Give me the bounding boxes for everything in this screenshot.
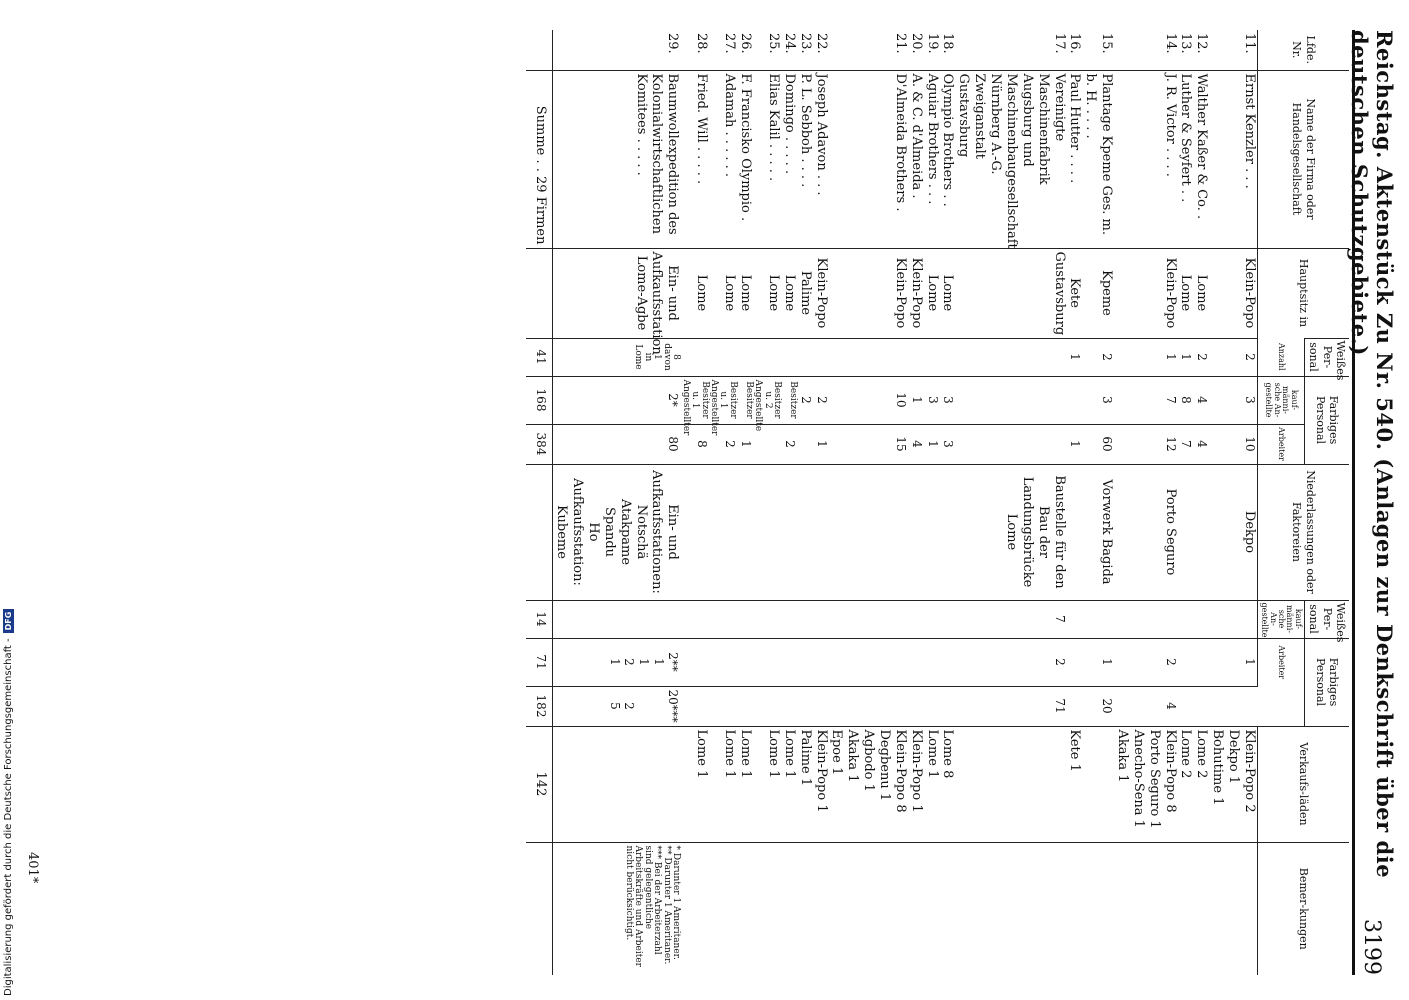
row-hauptsitz: Klein-Popo (1114, 248, 1177, 338)
table-row (829, 30, 908, 975)
row-farbig-arbeiter-2 (1193, 686, 1209, 726)
row-nr: 24. (781, 33, 797, 54)
row-hauptsitz: Ein- und Aufkaufsstation Lome-Agbe (553, 248, 680, 338)
summe-farbig-kaufm: 168 (526, 376, 553, 424)
row-nr: 28. (693, 33, 709, 54)
row-farbig-kaufm: Besitzer (781, 376, 797, 424)
page-marker: 401* (25, 852, 40, 884)
row-weiss (956, 338, 1067, 376)
table-body (553, 30, 1257, 975)
col-weisses-personal-2: Weißes Per-sonal (1304, 600, 1349, 638)
row-nr: 12. (1194, 33, 1210, 54)
row-hauptsitz: Lome (709, 248, 737, 338)
row-weiss-2 (940, 600, 956, 638)
row-weiss-2 (1209, 600, 1257, 638)
summe-nr (526, 30, 553, 70)
col-bemerkungen: Bemer-kungen (1257, 842, 1349, 975)
row-laeden: Kete 1 (1067, 726, 1083, 842)
summe-label: Summe . . 29 Firmen (526, 70, 553, 248)
row-niederlassungen: Baustelle für den Bau der Landungsbrücke Lome (956, 464, 1067, 600)
row-farbig-kaufm (956, 376, 1067, 424)
row-bemerkungen (813, 842, 829, 975)
row-farbig-kaufm: 3 (1082, 376, 1114, 424)
row-weiss-2 (753, 600, 781, 638)
row-bemerkungen (1209, 842, 1257, 975)
row-nr: 18. (940, 33, 956, 54)
row-weiss: 2 (1209, 338, 1257, 376)
row-niederlassungen (1178, 464, 1194, 600)
row-farbig-kaufm-2 (737, 638, 753, 686)
col-hauptsitz: Hauptsitz in (1257, 248, 1349, 338)
row-farbig-arbeiter-2 (781, 686, 797, 726)
col-verkaufslaeden: Verkaufs-läden (1257, 726, 1349, 842)
row-hauptsitz: Klein-Popo (829, 248, 908, 338)
table-row (1193, 30, 1209, 975)
row-laeden (1082, 726, 1114, 842)
row-weiss-2 (781, 600, 797, 638)
row-bemerkungen (1082, 842, 1114, 975)
row-name: Luther & Seyfert . . (1178, 70, 1194, 248)
row-farbig-arbeiter-2 (1178, 686, 1194, 726)
row-laeden: Lome 1 (781, 726, 797, 842)
row-laeden: Klein-Popo 8 Degbenu 1 Agbodo 1 Akaka 1 Epoe 1 (829, 726, 908, 842)
row-farbig-arbeiter: 10 (1209, 424, 1257, 464)
table-row (940, 30, 956, 975)
row-farbig-arbeiter (956, 424, 1067, 464)
row-farbig-kaufm-2 (1178, 638, 1194, 686)
table-row (781, 30, 797, 975)
page-number: 3199 (1359, 919, 1385, 975)
row-laeden (956, 726, 1067, 842)
row-hauptsitz: Lome (753, 248, 781, 338)
dfg-logo: DFG (3, 609, 14, 634)
row-niederlassungen (709, 464, 737, 600)
summe-weiss: 41 (526, 338, 553, 376)
table-row (1067, 30, 1083, 975)
row-niederlassungen: Ein- und Aufkaufsstationen: Notschä Atakpame Spandu Ho Aufkaufsstation: Kubeme (553, 464, 680, 600)
row-hauptsitz: Lome (680, 248, 708, 338)
row-farbig-kaufm-2 (1067, 638, 1083, 686)
row-farbig-kaufm: 2 (813, 376, 829, 424)
row-nr: 26. (737, 33, 753, 54)
row-farbig-kaufm: Besitzer u. 1 Angestellter (680, 376, 708, 424)
row-farbig-kaufm-2: 2** 1 1 2 1 (553, 638, 680, 686)
firms-table (526, 30, 1349, 975)
row-nr: 27. (721, 33, 737, 54)
row-farbig-kaufm-2 (813, 638, 829, 686)
table-row (753, 30, 781, 975)
row-bemerkungen: * Darunter 1 Ameritaner. ** Darunter 1 Ameritaner. *** Bei der Arbeiterzahl sind gelegentliche Arbeitskräfte und Arbeiter nicht berücksichtigt. (553, 842, 680, 975)
row-farbig-arbeiter-2 (813, 686, 829, 726)
table-header-row (1304, 30, 1349, 975)
row-farbig-arbeiter-2 (797, 686, 813, 726)
row-farbig-kaufm: 3 (924, 376, 940, 424)
row-bemerkungen (781, 842, 797, 975)
row-niederlassungen (737, 464, 753, 600)
row-farbig-arbeiter: 4 (908, 424, 924, 464)
row-weiss-2 (829, 600, 908, 638)
row-name: F. Francisko Olympio . (737, 70, 753, 248)
row-farbig-kaufm: 1 (908, 376, 924, 424)
row-farbig-arbeiter: 15 (829, 424, 908, 464)
row-farbig-arbeiter: 2 (709, 424, 737, 464)
row-hauptsitz: Kete (1067, 248, 1083, 338)
row-weiss (813, 338, 829, 376)
row-niederlassungen (1067, 464, 1083, 600)
row-bemerkungen (680, 842, 708, 975)
row-nr: 11. (1241, 33, 1257, 54)
row-farbig-arbeiter-2 (1209, 686, 1257, 726)
row-farbig-kaufm-2 (1193, 638, 1209, 686)
row-farbig-kaufm: 3 (1209, 376, 1257, 424)
row-name: Ernst Kenzler . . . (1209, 70, 1257, 248)
row-farbig-arbeiter: 8 (680, 424, 708, 464)
row-nr: 13. (1178, 33, 1194, 54)
row-farbig-arbeiter-2 (1067, 686, 1083, 726)
row-niederlassungen: Vorwerk Bagida (1082, 464, 1114, 600)
row-laeden (553, 726, 680, 842)
row-farbig-arbeiter-2 (908, 686, 924, 726)
row-weiss: 1 (1114, 338, 1177, 376)
table-row (797, 30, 813, 975)
row-nr: 29. (665, 33, 681, 54)
row-weiss-2 (908, 600, 924, 638)
col-weisses-personal: Weißes Per-sonal (1304, 338, 1349, 376)
row-name: Paul Hutter . . . . (1067, 70, 1083, 248)
row-farbig-kaufm: 3 (940, 376, 956, 424)
row-niederlassungen (753, 464, 781, 600)
row-farbig-kaufm: 8 (1178, 376, 1194, 424)
row-farbig-arbeiter-2 (829, 686, 908, 726)
row-farbig-kaufm: 2 (797, 376, 813, 424)
row-farbig-arbeiter-2 (753, 686, 781, 726)
row-hauptsitz: Klein-Popo (813, 248, 829, 338)
table-row (924, 30, 940, 975)
row-weiss-2 (1178, 600, 1194, 638)
row-farbig-arbeiter: 12 (1114, 424, 1177, 464)
row-nr: 19. (924, 33, 940, 54)
col-nr: Lfde. Nr. (1257, 30, 1349, 70)
row-name: Olympio Brothers . . (940, 70, 956, 248)
row-hauptsitz: Kpeme (1082, 248, 1114, 338)
row-weiss-2 (709, 600, 737, 638)
col-niederlassungen: Niederlassungen oder Faktoreien (1257, 464, 1349, 600)
row-nr: 16. (1067, 33, 1083, 54)
row-farbig-kaufm (1067, 376, 1083, 424)
row-farbig-kaufm-2 (680, 638, 708, 686)
summe-row (526, 30, 553, 975)
table-row (737, 30, 753, 975)
row-farbig-arbeiter-2 (709, 686, 737, 726)
row-hauptsitz: Klein-Popo (1209, 248, 1257, 338)
row-farbig-arbeiter-2: 71 (956, 686, 1067, 726)
row-hauptsitz: Palime (797, 248, 813, 338)
row-farbig-arbeiter: 80 (553, 424, 680, 464)
row-laeden: Klein-Popo 8 Porto Seguro 1 Anecho-Sena 1 Akaka 1 (1114, 726, 1177, 842)
subcol-arbeiter: Arbeiter (1257, 424, 1304, 464)
row-weiss-2 (1082, 600, 1114, 638)
row-niederlassungen (924, 464, 940, 600)
row-farbig-kaufm-2: 2 (1114, 638, 1177, 686)
row-weiss: 8 davon 1 in Lome (553, 338, 680, 376)
row-farbig-arbeiter: 7 (1178, 424, 1194, 464)
row-farbig-arbeiter: 1 (737, 424, 753, 464)
row-weiss-2 (1193, 600, 1209, 638)
row-farbig-kaufm-2 (908, 638, 924, 686)
row-laeden: Lome 8 (940, 726, 956, 842)
row-weiss (829, 338, 908, 376)
col-name: Name der Firma oder Handelsgesellschaft (1257, 70, 1349, 248)
row-bemerkungen (908, 842, 924, 975)
row-laeden: Klein-Popo 1 (908, 726, 924, 842)
row-weiss-2 (737, 600, 753, 638)
row-niederlassungen (908, 464, 924, 600)
row-name: Baumwollexpedition des Kolonialwirtschaftlichen Komitees . . . . . (553, 70, 680, 248)
row-farbig-kaufm: 4 (1193, 376, 1209, 424)
row-weiss: 2 (1082, 338, 1114, 376)
table-row (709, 30, 737, 975)
row-farbig-arbeiter-2: 20 (1082, 686, 1114, 726)
firms-table-wrap (526, 30, 1349, 975)
subcol-anzahl: Anzahl (1257, 338, 1304, 376)
row-bemerkungen (1178, 842, 1194, 975)
row-nr: 23. (797, 33, 813, 54)
row-farbig-arbeiter-2: 4 (1114, 686, 1177, 726)
row-farbig-kaufm-2 (709, 638, 737, 686)
row-weiss: 1 (1067, 338, 1083, 376)
table-row (1209, 30, 1257, 975)
digitization-credit (3, 436, 14, 996)
row-weiss: 1 (1178, 338, 1194, 376)
row-weiss (908, 338, 924, 376)
table-row (1178, 30, 1194, 975)
row-bemerkungen (829, 842, 908, 975)
table-row (1082, 30, 1114, 975)
row-niederlassungen: Dekpo (1209, 464, 1257, 600)
row-nr: 20. (908, 33, 924, 54)
row-farbig-arbeiter-2 (940, 686, 956, 726)
row-farbig-arbeiter: 60 (1082, 424, 1114, 464)
row-hauptsitz: Gustavsburg (956, 248, 1067, 338)
row-bemerkungen (709, 842, 737, 975)
row-hauptsitz: Lome (1193, 248, 1209, 338)
row-hauptsitz: Lome (940, 248, 956, 338)
row-weiss (737, 338, 753, 376)
row-weiss (781, 338, 797, 376)
row-laeden: Palime 1 (797, 726, 813, 842)
row-farbig-arbeiter-2 (737, 686, 753, 726)
row-weiss (924, 338, 940, 376)
row-laeden: Lome 2 (1178, 726, 1194, 842)
row-weiss (753, 338, 781, 376)
row-bemerkungen (1067, 842, 1083, 975)
row-weiss-2 (1067, 600, 1083, 638)
table-row (1114, 30, 1177, 975)
row-farbig-arbeiter-2 (924, 686, 940, 726)
row-farbig-arbeiter (797, 424, 813, 464)
row-farbig-arbeiter: 3 (940, 424, 956, 464)
row-farbig-kaufm-2: 1 (1082, 638, 1114, 686)
row-niederlassungen: Porto Seguro (1114, 464, 1177, 600)
row-hauptsitz: Lome (737, 248, 753, 338)
summe-hauptsitz (526, 248, 553, 338)
summe-farbig-arbeiter-2: 182 (526, 686, 553, 726)
row-hauptsitz: Lome (1178, 248, 1194, 338)
row-farbig-arbeiter-2 (680, 686, 708, 726)
row-nr: 14. (1162, 33, 1178, 54)
row-weiss (940, 338, 956, 376)
summe-niederlassungen (526, 464, 553, 600)
row-nr: 22. (813, 33, 829, 54)
summe-laeden: 142 (526, 726, 553, 842)
row-niederlassungen (940, 464, 956, 600)
row-name: Domingo . . . . . (781, 70, 797, 248)
row-weiss-2 (924, 600, 940, 638)
summe-farbig-kaufm-2: 71 (526, 638, 553, 686)
row-name: Elias Kalil . . . . . (753, 70, 781, 248)
subcol-kaufmaennische: kauf-männi-sche An-gestellte (1257, 376, 1304, 424)
row-laeden: Lome 1 (737, 726, 753, 842)
row-farbig-kaufm-2 (924, 638, 940, 686)
row-weiss (797, 338, 813, 376)
row-nr: 21. (892, 33, 908, 54)
row-name: Aguiar Brothers . . . (924, 70, 940, 248)
row-farbig-kaufm-2 (940, 638, 956, 686)
row-name: J. R. Victor . . . . (1114, 70, 1177, 248)
row-bemerkungen (737, 842, 753, 975)
row-farbig-kaufm-2 (781, 638, 797, 686)
subcol-kaufmaennische-2: kauf-männi-sche An-gestellte (1257, 600, 1304, 638)
row-laeden: Lome 1 (709, 726, 737, 842)
row-weiss-2 (680, 600, 708, 638)
row-hauptsitz: Lome (924, 248, 940, 338)
row-bemerkungen (753, 842, 781, 975)
summe-bemerkungen (526, 842, 553, 975)
row-bemerkungen (940, 842, 956, 975)
row-hauptsitz: Lome (781, 248, 797, 338)
row-laeden: Klein-Popo 1 (813, 726, 829, 842)
table-row (956, 30, 1067, 975)
row-bemerkungen (924, 842, 940, 975)
row-name: A. & C. d'Almeida . (908, 70, 924, 248)
row-weiss (709, 338, 737, 376)
row-nr: 25. (766, 33, 782, 54)
row-name: Adamah . . . . . . (709, 70, 737, 248)
row-name: Plantage Kpeme Ges. m. b. H. . . . . (1082, 70, 1114, 248)
summe-weiss-2: 14 (526, 600, 553, 638)
row-bemerkungen (1193, 842, 1209, 975)
row-laeden: Lome 1 (924, 726, 940, 842)
col-farbiges-personal: Farbiges Personal (1304, 376, 1349, 464)
row-farbig-arbeiter: 2 (781, 424, 797, 464)
row-laeden: Klein-Popo 2 Dekpo 1 Bohutime 1 (1209, 726, 1257, 842)
table-row (553, 30, 680, 975)
row-farbig-kaufm: Besitzer (737, 376, 753, 424)
row-farbig-kaufm-2: 2 (956, 638, 1067, 686)
subcol-arbeiter-2: Arbeiter (1257, 638, 1304, 686)
row-name: D'Almeida Brothers . (829, 70, 908, 248)
row-weiss-2: 7 (956, 600, 1067, 638)
row-bemerkungen (956, 842, 1067, 975)
row-hauptsitz: Klein-Popo (908, 248, 924, 338)
row-niederlassungen (829, 464, 908, 600)
page-title: Reichstag. Aktenstück Zu Nr. 540. (Anlagen zur Denkschrift über die deutschen Schutzgebiete.) (1347, 30, 1397, 879)
summe-farbig-arbeiter: 384 (526, 424, 553, 464)
col-farbiges-personal-2: Farbiges Personal (1304, 638, 1349, 726)
row-nr: 15. (1099, 33, 1115, 54)
row-bemerkungen (1114, 842, 1177, 975)
row-farbig-kaufm-2: 1 (1209, 638, 1257, 686)
table-row (680, 30, 708, 975)
row-farbig-arbeiter: 1 (1067, 424, 1083, 464)
row-weiss-2 (553, 600, 680, 638)
row-niederlassungen (813, 464, 829, 600)
credit-text: Digitalisierung gefördert durch die Deutsche Forschungsgemeinschaft - (3, 638, 14, 996)
row-farbig-kaufm-2 (797, 638, 813, 686)
row-farbig-arbeiter: 1 (924, 424, 940, 464)
row-laeden: Lome 1 (753, 726, 781, 842)
row-name: Fried. Will . . . . . (680, 70, 708, 248)
row-niederlassungen (797, 464, 813, 600)
row-weiss: 2 (1193, 338, 1209, 376)
row-farbig-kaufm: 10 (829, 376, 908, 424)
row-farbig-arbeiter: 1 (813, 424, 829, 464)
row-name: Vereinigte Maschinenfabrik Augsburg und Maschinenbaugesellschaft Nürnberg A.-G. Zweiganstalt Gustavsburg (956, 70, 1067, 248)
row-bemerkungen (797, 842, 813, 975)
row-laeden: Lome 2 (1193, 726, 1209, 842)
table-row (908, 30, 924, 975)
row-farbig-kaufm: 2* (553, 376, 680, 424)
row-farbig-kaufm-2 (829, 638, 908, 686)
row-niederlassungen (680, 464, 708, 600)
row-farbig-kaufm-2 (753, 638, 781, 686)
page-header (1347, 30, 1397, 975)
row-weiss-2 (797, 600, 813, 638)
row-weiss (680, 338, 708, 376)
row-weiss-2 (813, 600, 829, 638)
row-nr: 17. (1051, 33, 1067, 54)
row-name: Joseph Adavon . . . (813, 70, 829, 248)
row-farbig-kaufm: Besitzer u. 2 Angestellte (753, 376, 781, 424)
row-niederlassungen (1193, 464, 1209, 600)
row-laeden: Lome 1 (680, 726, 708, 842)
row-farbig-kaufm: 7 (1114, 376, 1177, 424)
row-farbig-kaufm: Besitzer u. 1 Angestellter (709, 376, 737, 424)
table-row (813, 30, 829, 975)
row-niederlassungen (781, 464, 797, 600)
row-farbig-arbeiter-2: 20*** 2 5 (553, 686, 680, 726)
row-weiss-2 (1114, 600, 1177, 638)
row-farbig-arbeiter: 4 (1193, 424, 1209, 464)
row-name: Walther Kaßer & Co. . (1193, 70, 1209, 248)
row-name: P. L. Sebboh . . . . (797, 70, 813, 248)
